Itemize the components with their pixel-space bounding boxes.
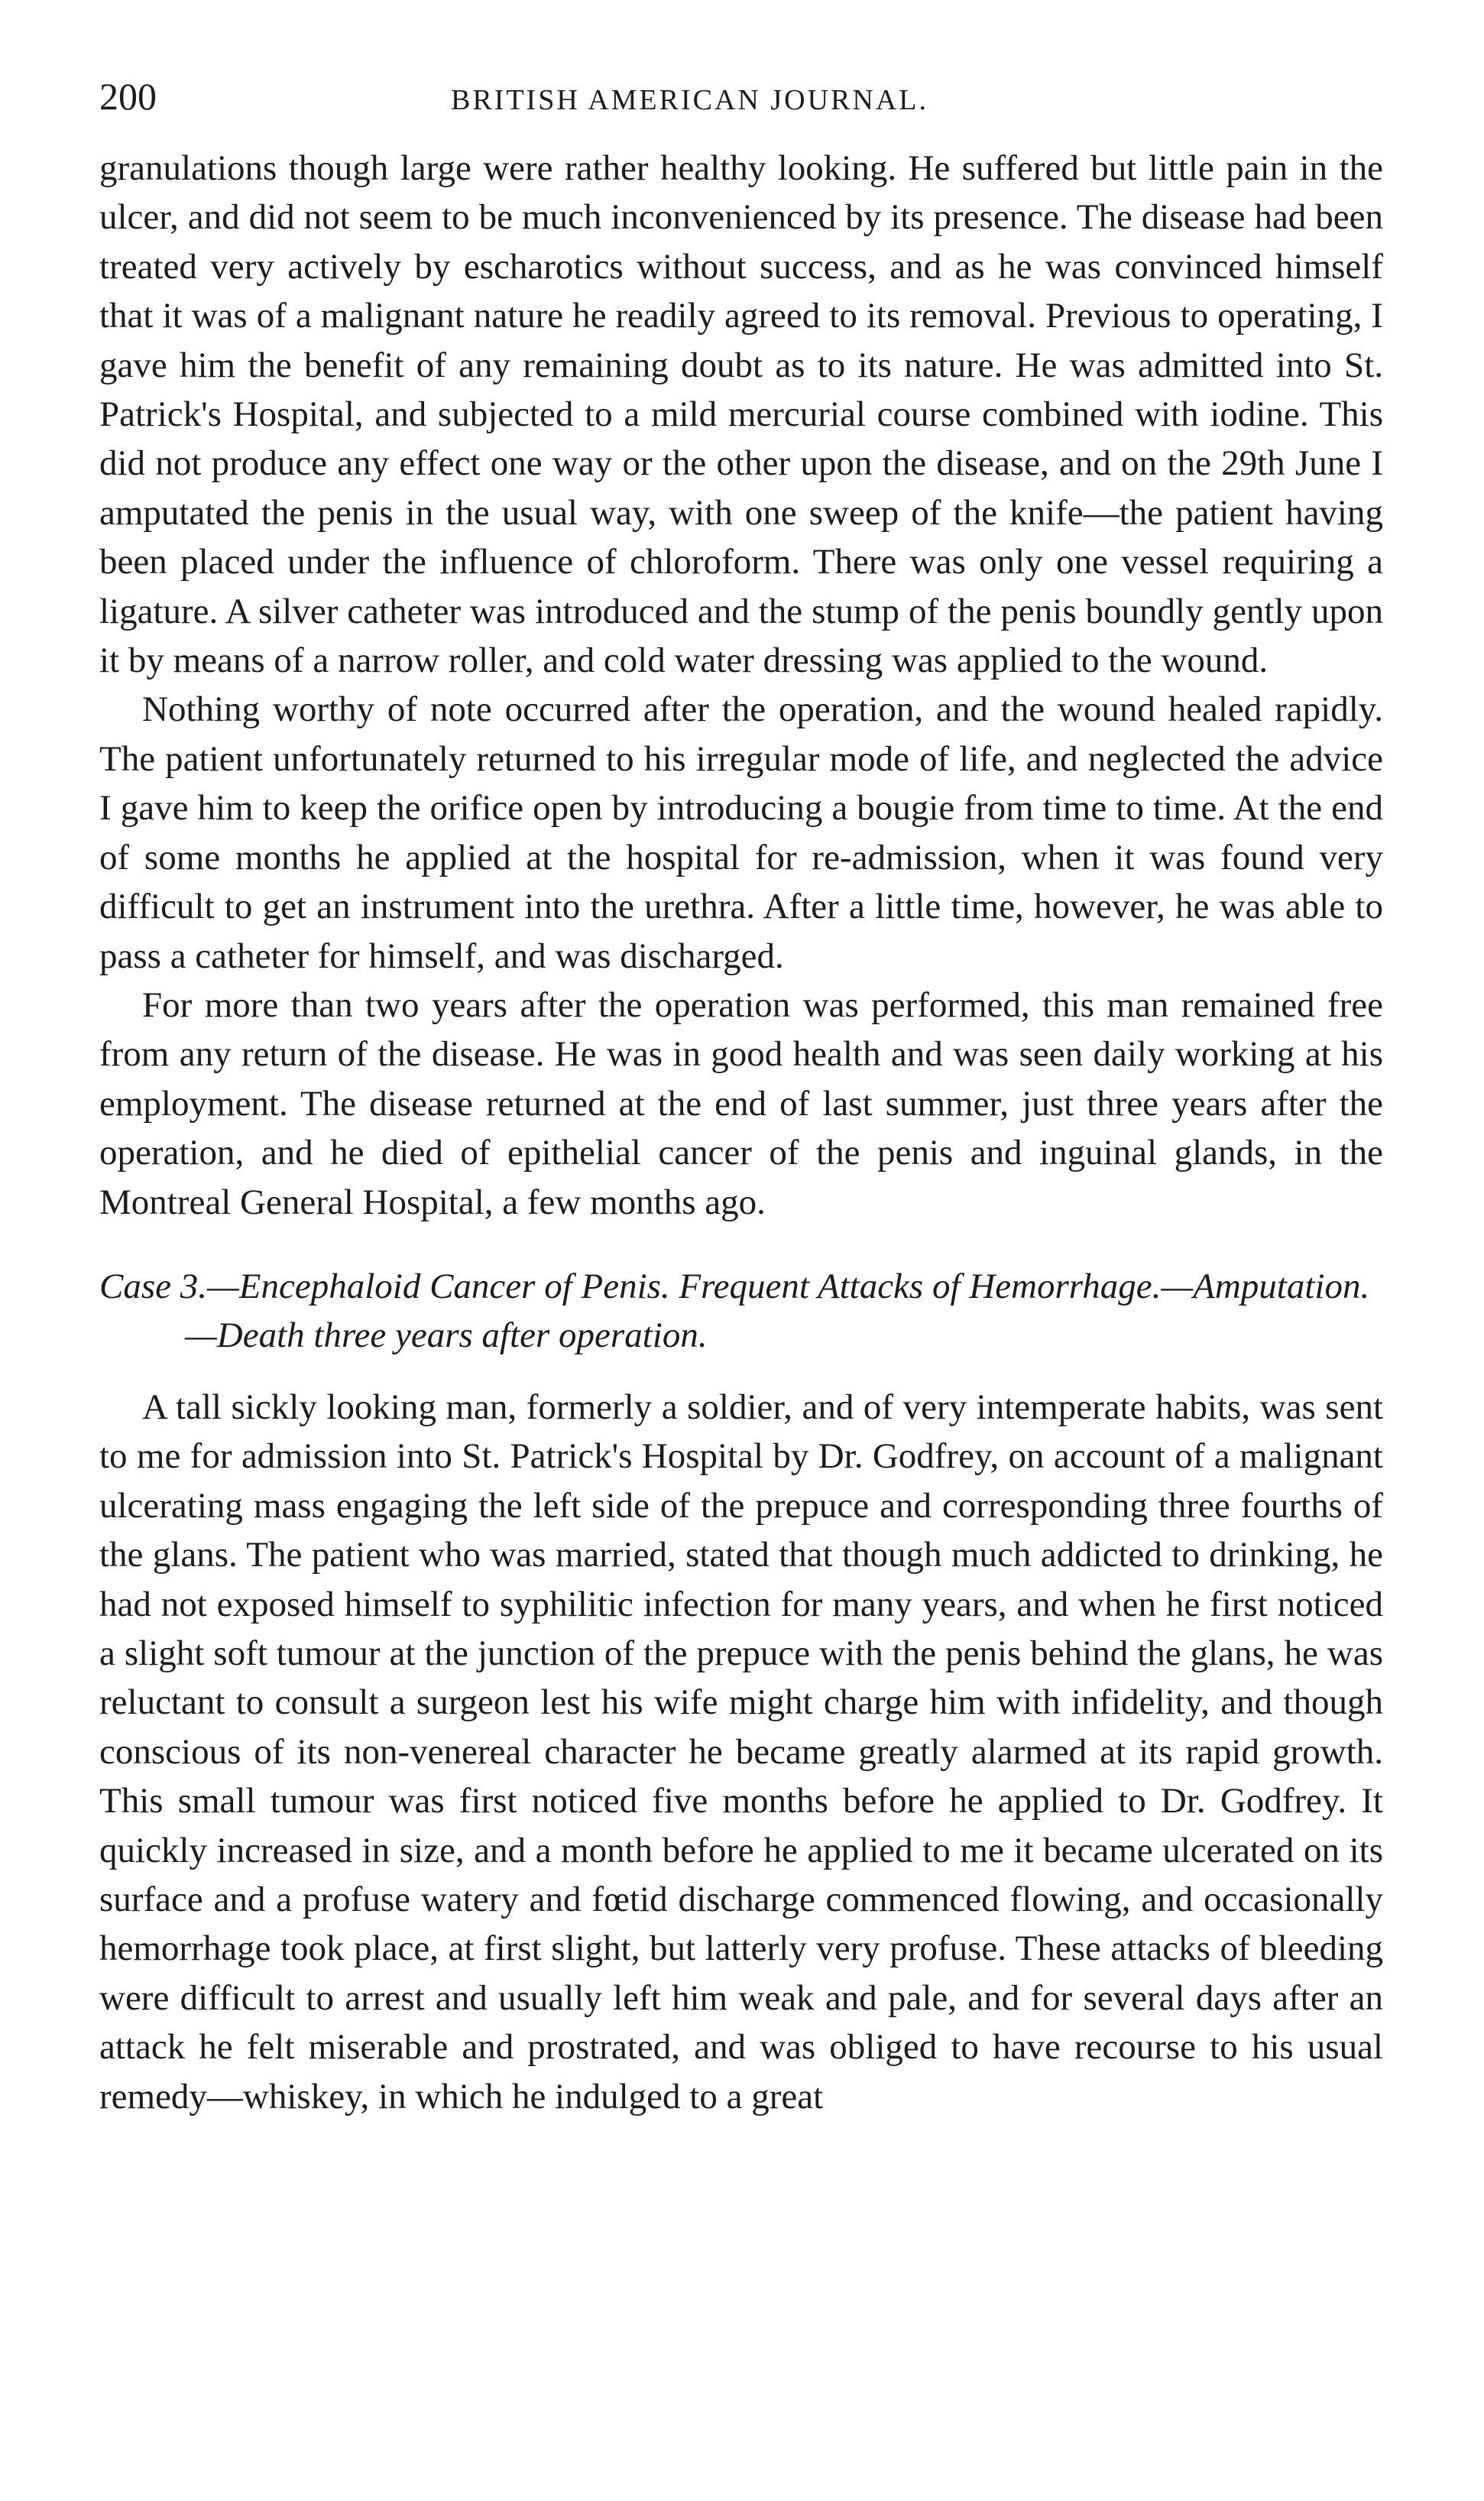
paragraph-case-3: A tall sickly looking man, formerly a soldier, and of very intemperate habits, was sent to me for admission into St. Patrick's Hospital by Dr. Godfrey, on account of a malignant ulcerating mass engaging the left side of the prepuce and corresponding three fourths of the glans. The patient who was married, stated that though much addicted to drinking, he had not exposed himself to syphilitic infection for many years, and when he first noticed a slight soft tumour at the junction of the prepuce with the penis behind the glans, he was reluctant to consult a surgeon lest his wife might charge him with infidelity, and though conscious of its non-venereal character he became greatly alarmed at its rapid growth. This small tumour was first noticed five months before he applied to Dr. Godfrey. It quickly increased in size, and a month before he applied to me it became ulcerated on its surface and a profuse watery and fœtid discharge commenced flowing, and occasionally hemorrhage took place, at first slight, but latterly very profuse. These attacks of bleeding were difficult to arrest and usually left him weak and pale, and for several days after an attack he felt miserable and prostrated, and was obliged to have recourse to his usual remedy—whiskey, in which he indulged to a great: [99, 1387, 1383, 2117]
paragraph-recurrence: For more than two years after the operation was performed, this man remained free from any return of the disease. He was in good health and was seen daily working at his employment. The disease returned at the end of last summer, just three years after the operation, and he died of epithelial cancer of the penis and inguinal glands, in the Montreal General Hospital, a few months ago.: [99, 985, 1383, 1222]
case-heading: Case 3.—Encephaloid Cancer of Penis. Frequent Attacks of Hemorrhage.—Amputation.—Death three years after operation.: [99, 1266, 1370, 1355]
running-head: [99, 73, 1383, 127]
paragraph-continuation: granulations though large were rather healthy looking. He suffered but little pain in the ulcer, and did not seem to be much inconvenienced by its presence. The disease had been treated very actively by escharotics without success, and as he was convinced himself that it was of a malignant nature he readily agreed to its removal. Previous to operating, I gave him the benefit of any remaining doubt as to its nature. He was admitted into St. Patrick's Hospital, and subjected to a mild mercurial course combined with iodine. This did not produce any effect one way or the other upon the disease, and on the 29th June I amputated the penis in the usual way, with one sweep of the knife—the patient having been placed under the influence of chloroform. There was only one vessel requiring a ligature. A silver catheter was introduced and the stump of the penis boundly gently upon it by means of a narrow roller, and cold water dressing was applied to the wound.: [99, 148, 1383, 681]
document-page: [99, 73, 1383, 2121]
page-number: 200: [99, 75, 157, 118]
paragraph-healing: Nothing worthy of note occurred after the operation, and the wound healed rapidly. The patient unfortunately returned to his irregular mode of life, and neglected the advice I gave him to keep the orifice open by introducing a bougie from time to time. At the end of some months he applied at the hospital for re-admission, when it was found very difficult to get an instrument into the urethra. After a little time, however, he was able to pass a catheter for himself, and was discharged.: [99, 689, 1383, 976]
journal-title: BRITISH AMERICAN JOURNAL.: [451, 84, 928, 116]
